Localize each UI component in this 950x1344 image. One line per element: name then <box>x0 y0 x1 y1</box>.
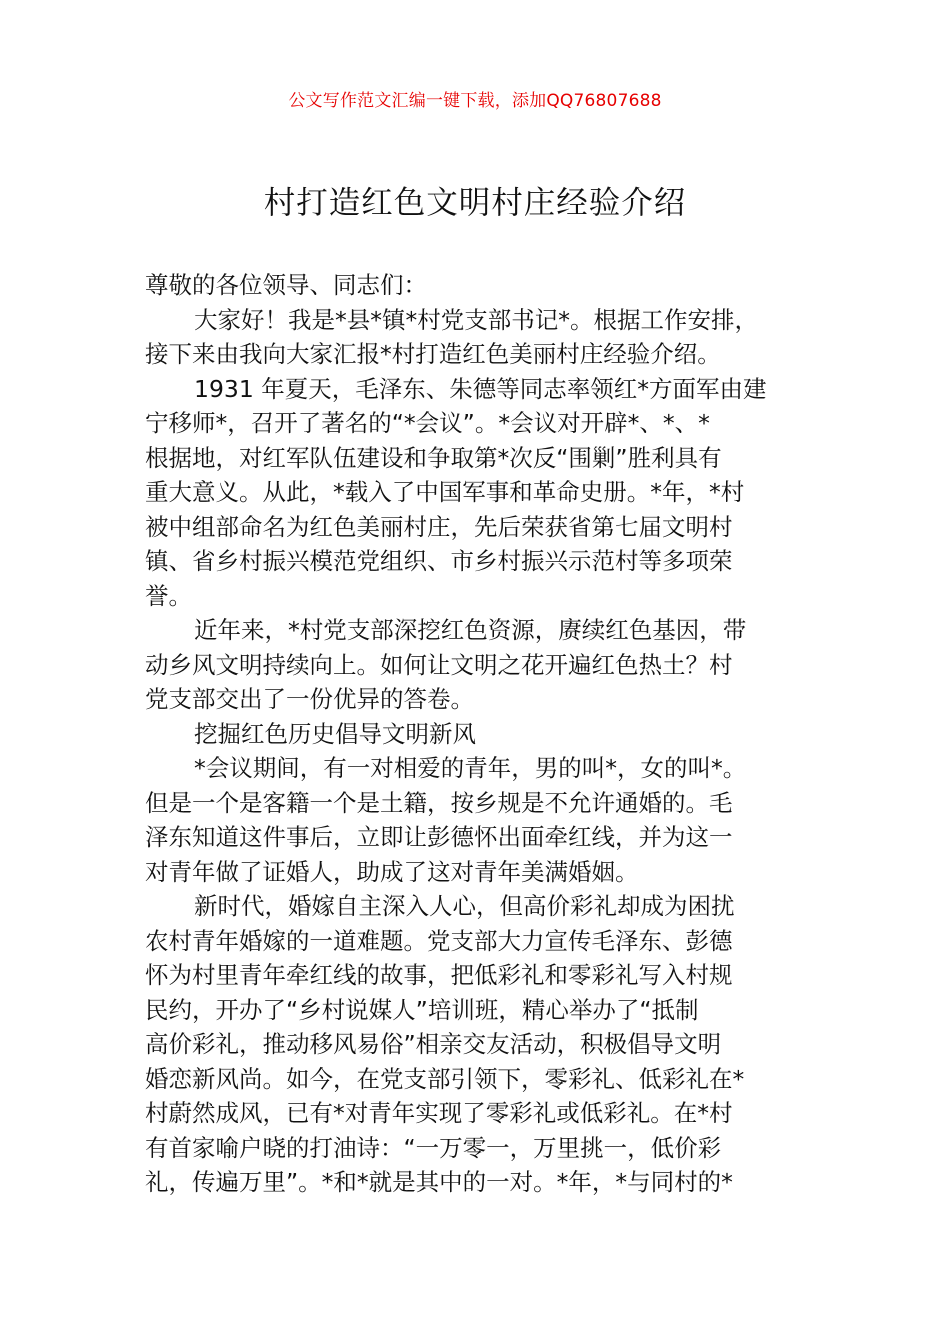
salutation: 尊敬的各位领导、同志们： <box>145 271 427 299</box>
paragraph-history: 1931 年夏天，毛泽东、朱德等同志率领红*方面军由建 宁移师*，召开了著名的“*会议”。*会议对开辟*、*、* 根据地，对红军队伍建设和争取第*次反“围剿”胜利具有 重大意义。从此，*载入了中国军事和革命史册。*年，*村 被中组部命名为红色美丽村庄，先后荣获省第七届文明村 镇、省乡村振兴模范党组织、市乡村振兴示范村等多项荣 誉。 <box>145 374 767 610</box>
document-title: 村打造红色文明村庄经验介绍 <box>263 185 687 221</box>
paragraph-recent: 近年来，*村党支部深挖红色资源，赓续红色基因，带 动乡风文明持续向上。如何让文明之花开遍红色热土？村 党支部交出了一份优异的答卷。 <box>145 616 747 713</box>
paragraph-story: *会议期间，有一对相爱的青年，男的叫*，女的叫*。 但是一个是客籍一个是土籍，按乡规是不允许通婚的。毛 泽东知道这件事后，立即让彭德怀出面牵红线，并为这一 对青年做了证婚人，助成了这对青年美满婚姻。 <box>145 754 747 886</box>
paragraph-greeting: 大家好！我是*县*镇*村党支部书记*。根据工作安排， 接下来由我向大家汇报*村打造红色美丽村庄经验介绍。 <box>145 305 758 368</box>
header-note: 公文写作范文汇编一键下载，添加QQ76807688 <box>288 91 662 111</box>
paragraph-new-era: 新时代，婚嫁自主深入人心，但高价彩礼却成为困扰 农村青年婚嫁的一道难题。党支部大力宣传毛泽东、彭德 怀为村里青年牵红线的故事，把低彩礼和零彩礼写入村规 民约，开办了“乡村说媒人”培训班，精心举办了“抵制 高价彩礼，推动移风易俗”相亲交友活动，积极倡导文明 婚恋新风尚。如今，在党支部引领下，零彩礼、低彩礼在* 村蔚然成风，已有*对青年实现了零彩礼或低彩礼。在*村 有首家喻户晓的打油诗：“一万零一，万里挑一，低价彩 礼，传遍万里”。*和*就是其中的一对。*年，*与同村的* <box>145 892 745 1196</box>
section-heading: 挖掘红色历史倡导文明新风 <box>194 719 476 748</box>
document-body <box>145 268 815 1200</box>
